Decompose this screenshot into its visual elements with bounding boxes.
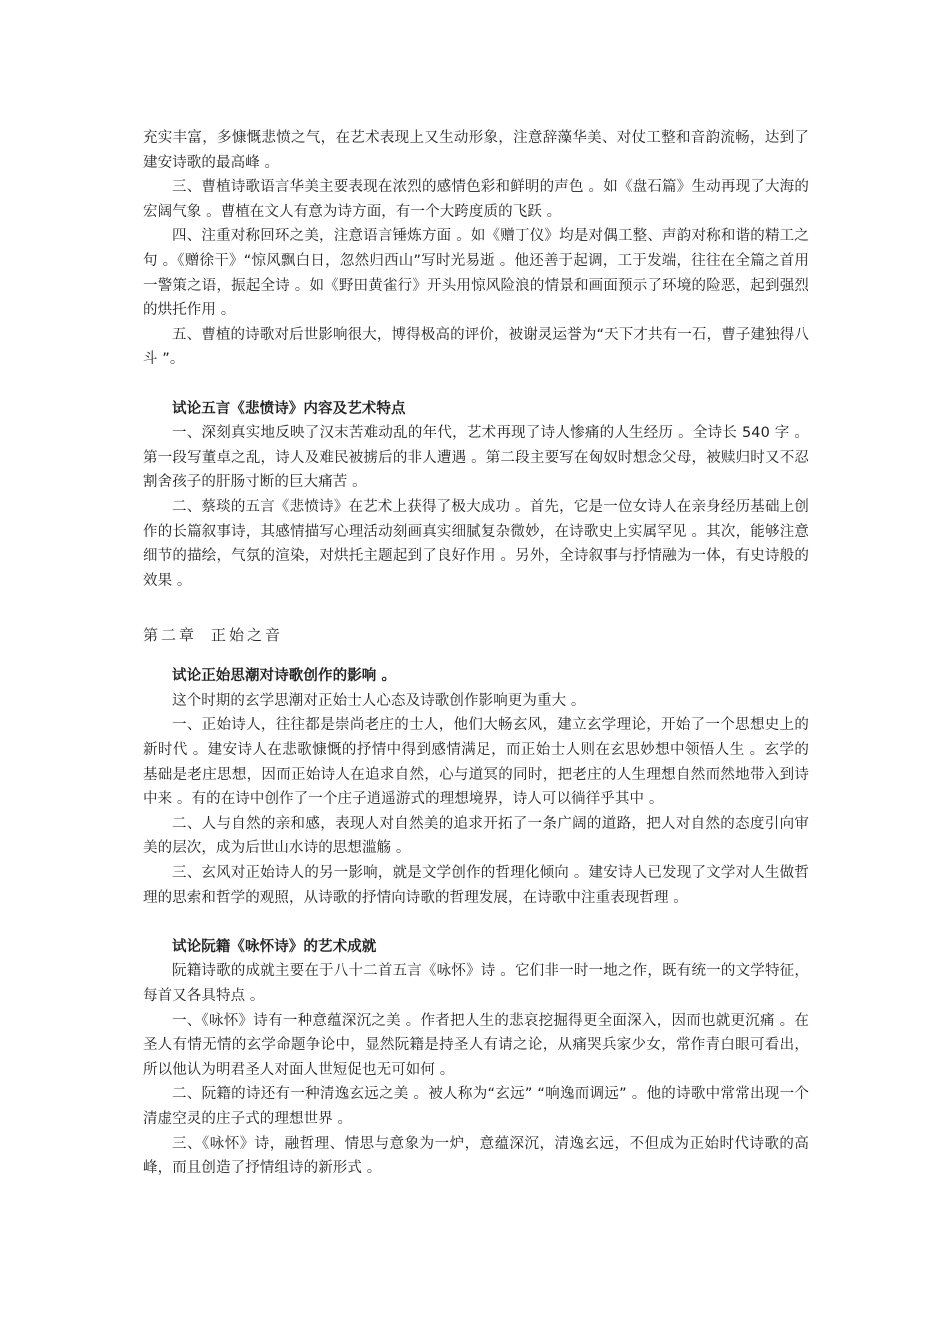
- paragraph-cao-zhi-language: 三、曹植诗歌语言华美主要表现在浓烈的感情色彩和鲜明的声色 。如《盘石篇》生动再现了大海的宏阔气象 。曹植在文人有意为诗方面，有一个大跨度质的飞跃 。: [143, 179, 809, 220]
- paragraph-zhengshi-nature: 二、人与自然的亲和感，表现人对自然美的追求开拓了一条广阔的道路，把人对自然的态度引向审美的层次，成为后世山水诗的思想滥觞 。: [143, 815, 809, 857]
- chapter-number: 第二章: [143, 626, 198, 645]
- paragraph-cao-zhi-influence: 五、曹植的诗歌对后世影响很大，博得极高的评价，被谢灵运誉为“天下才共有一石，曹子建独得八斗 ”。: [143, 326, 809, 368]
- paragraph-beifen-art: 二、蔡琰的五言《悲愤诗》在艺术上获得了极大成功 。首先，它是一位女诗人在亲身经历基础上创作的长篇叙事诗，其感情描写心理活动刻画真实细腻复杂微妙，在诗歌史上实属罕见 。其次，能够注意细节的描绘，气氛的渲染，对烘托主题起到了良好作用 。另外，全诗叙事与抒情融为一体，有史诗般的效果 。: [143, 498, 809, 589]
- section-heading-zhengshi: 试论正始思潮对诗歌创作的影响 。: [172, 668, 397, 685]
- spacer: [143, 372, 809, 397]
- spacer: [143, 910, 809, 935]
- paragraph-cao-zhi-symmetry: 四、注重对称回环之美，注意语言锤炼方面 。如《赠丁仪》均是对偶工整、声韵对称和谐的精工之句 。《赠徐干》“惊风飘白日，忽然归西山”写时光易逝 。他还善于起调，工于发端，往往在全篇之首用一警策之语，振起全诗 。如《野田黄雀行》开头用惊风险浪的情景和画面预示了环境的险恶，起到强烈的烘托作用 。: [143, 228, 809, 319]
- chapter-title: 正始之音: [211, 626, 284, 645]
- paragraph-ruanji-depth: 一、《咏怀》诗有一种意蕴深沉之美 。作者把人生的悲哀挖掘得更全面深入，因而也就更沉痛 。在圣人有情无情的玄学命题争论中，显然阮籍是持圣人有请之论，从痛哭兵家少女，常作青白眼可看出，所以他认为明君圣人对面人世短促也无可如何 。: [143, 1012, 809, 1078]
- paragraph-zhengshi-intro: 这个时期的玄学思潮对正始士人心态及诗歌创作影响更为重大 。: [172, 692, 586, 709]
- paragraph-zhengshi-poets: 一、正始诗人，往往都是崇尚老庄的士人，他们大畅玄风，建立玄学理论，开始了一个思想史上的新时代 。建安诗人在悲歌慷慨的抒情中得到感情满足，而正始士人则在玄思妙想中领悟人生 。玄学的基础是老庄思想，因而正始诗人在追求自然，心与道冥的同时，把老庄的人生理想自然而然地带入到诗中来 。有的在诗中创作了一个庄子逍遥游式的理想境界，诗人可以徜徉乎其中 。: [143, 717, 809, 808]
- paragraph-ruanji-intro: 阮籍诗歌的成就主要在于八十二首五言《咏怀》诗 。它们非一时一地之作，既有统一的文学特征，每首又各具特点 。: [143, 963, 809, 1004]
- chapter-heading: [143, 611, 809, 660]
- paragraph-zhengshi-philosophy: 三、玄风对正始诗人的另一影响，就是文学创作的哲理化倾向 。建安诗人已发现了文学对人生做哲理的思索和哲学的观照，从诗歌的抒情向诗歌的哲理发展，在诗歌中注重表现哲理 。: [143, 865, 809, 906]
- paragraph-jianan-summary: 充实丰富，多慷慨悲愤之气，在艺术表现上又生动形象，注意辞藻华美、对仗工整和音韵流畅，达到了建安诗歌的最高峰 。: [143, 130, 809, 171]
- paragraph-beifen-content: 一、深刻真实地反映了汉末苦难动乱的年代，艺术再现了诗人惨痛的人生经历 。全诗长 540 字 。第一段写董卓之乱，诗人及难民被掳后的非人遭遇 。第二段主要写在匈奴时想念父母，被赎归时又不忍割舍孩子的肝肠寸断的巨大痛苦 。: [143, 425, 809, 491]
- section-heading-ruanji: 试论阮籍《咏怀诗》的艺术成就: [172, 938, 377, 955]
- paragraph-ruanji-form: 三、《咏怀》诗，融哲理、情思与意象为一炉，意蕴深沉，清逸玄远，不但成为正始时代诗歌的高峰，而且创造了抒情组诗的新形式 。: [143, 1135, 809, 1177]
- spacer: [143, 593, 809, 611]
- section-heading-beifen: 试论五言《悲愤诗》内容及艺术特点: [172, 400, 406, 417]
- paragraph-ruanji-elegance: 二、阮籍的诗还有一种清逸玄远之美 。被人称为“玄远” “响逸而调远” 。他的诗歌中常常出现一个清虚空灵的庄子式的理想世界 。: [143, 1086, 809, 1127]
- document-page: [143, 126, 809, 1181]
